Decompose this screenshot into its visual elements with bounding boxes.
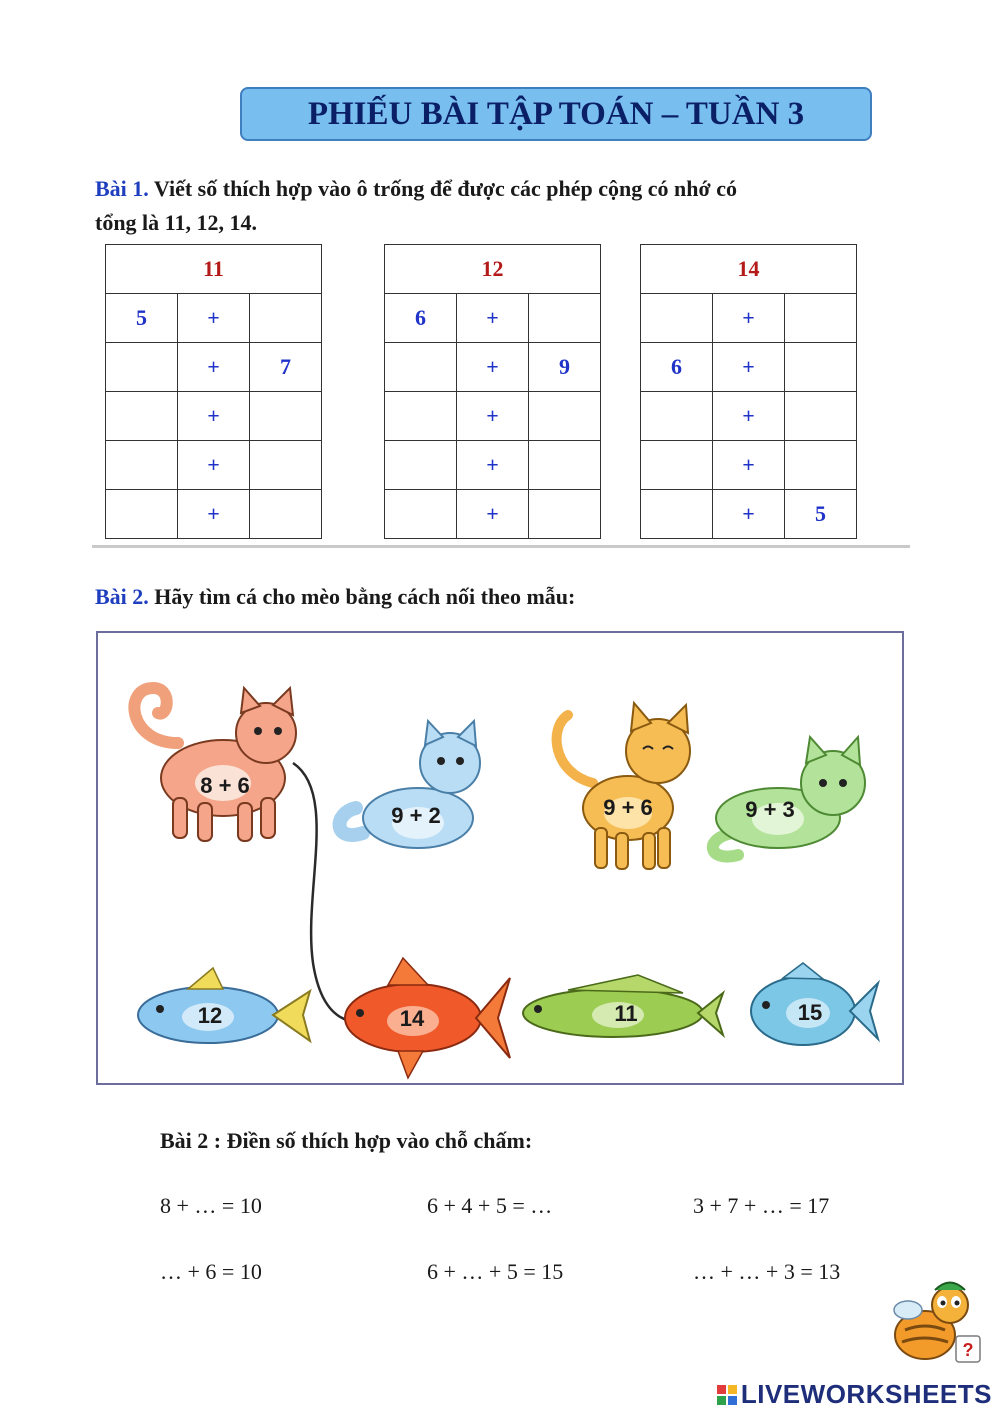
fish-label-4: 15 [797,1000,823,1025]
liveworksheets-logo [717,1379,992,1410]
svg-text:?: ? [962,1340,974,1360]
plus-sign: + [457,392,529,441]
addend-cell[interactable]: 7 [250,343,322,392]
plus-sign: + [713,343,785,392]
table-header: 11 [106,245,322,294]
cat-label-3: 9 + 6 [603,795,653,820]
addition-table-11 [105,244,322,539]
addend-cell[interactable] [641,392,713,441]
cat-fish-matching-picture [96,631,904,1085]
addend-cell[interactable] [785,392,857,441]
equation[interactable]: 3 + 7 + … = 17 [693,1193,830,1218]
task1-text-line2: tổng là 11, 12, 14. [95,210,257,235]
task1-label: Bài 1. [95,176,149,201]
section-divider [92,545,910,548]
equation[interactable]: 6 + … + 5 = 15 [427,1259,564,1284]
addend-cell[interactable] [385,490,457,539]
fish-icon-1[interactable] [138,968,310,1043]
addend-cell[interactable]: 5 [106,294,178,343]
addend-cell[interactable] [529,441,601,490]
sample-connection-line [293,763,350,1021]
addend-cell[interactable] [641,441,713,490]
addend-cell[interactable] [385,441,457,490]
plus-sign: + [457,343,529,392]
addend-cell[interactable] [785,294,857,343]
plus-sign: + [457,441,529,490]
addend-cell[interactable] [106,392,178,441]
addition-table-14 [640,244,857,539]
addend-cell[interactable]: 6 [385,294,457,343]
worksheet-title: PHIẾU BÀI TẬP TOÁN – TUẦN 3 [240,87,872,141]
task1-text-line1: Viết số thích hợp vào ô trống để được các phép cộng có nhớ có [153,176,737,201]
equation[interactable]: 8 + … = 10 [160,1193,262,1218]
addend-cell[interactable]: 6 [641,343,713,392]
cat-icon-1[interactable] [134,688,296,841]
plus-sign: + [457,294,529,343]
table-header: 14 [641,245,857,294]
addend-cell[interactable] [106,343,178,392]
fish-label-2: 14 [399,1006,425,1031]
cat-icon-2[interactable] [340,721,480,848]
addend-cell[interactable] [106,490,178,539]
addend-cell[interactable] [529,490,601,539]
addend-cell[interactable] [529,392,601,441]
task2-text: Hãy tìm cá cho mèo bằng cách nối theo mẫu: [154,584,576,609]
plus-sign: + [713,490,785,539]
plus-sign: + [457,490,529,539]
fish-label-1: 12 [197,1003,223,1028]
task3-heading: Bài 2 : Điền số thích hợp vào chỗ chấm: [160,1128,533,1153]
addend-cell[interactable] [785,343,857,392]
cat-label-4: 9 + 3 [745,797,795,822]
plus-sign: + [178,294,250,343]
plus-sign: + [713,392,785,441]
matching-illustration [98,633,902,1083]
plus-sign: + [178,490,250,539]
addend-cell[interactable] [385,343,457,392]
equation[interactable]: 6 + 4 + 5 = … [427,1193,553,1218]
plus-sign: + [713,294,785,343]
fish-icon-2[interactable] [345,958,510,1078]
table-header: 12 [385,245,601,294]
plus-sign: + [178,343,250,392]
plus-sign: + [713,441,785,490]
equation[interactable]: … + … + 3 = 13 [693,1259,841,1284]
fish-label-3: 11 [614,1001,638,1026]
addend-cell[interactable] [385,392,457,441]
logo-icon [717,1385,737,1405]
addend-cell[interactable] [106,441,178,490]
cat-label-1: 8 + 6 [200,773,250,798]
task2-label: Bài 2. [95,584,149,609]
addend-cell[interactable] [641,490,713,539]
task2-line [95,584,575,610]
equation[interactable]: … + 6 = 10 [160,1259,262,1284]
addend-cell[interactable] [250,294,322,343]
addend-cell[interactable] [785,441,857,490]
task1-line1 [95,176,737,202]
addend-cell[interactable]: 5 [785,490,857,539]
addend-cell[interactable] [250,441,322,490]
addend-cell[interactable]: 9 [529,343,601,392]
brand-text: LIVEWORKSHEETS [740,1379,992,1409]
bee-mascot-icon [880,1270,990,1370]
plus-sign: + [178,441,250,490]
cat-icon-3[interactable] [557,703,690,869]
cat-label-2: 9 + 2 [391,803,441,828]
addend-cell[interactable] [529,294,601,343]
addend-cell[interactable] [250,392,322,441]
addend-cell[interactable] [641,294,713,343]
addition-table-12 [384,244,601,539]
plus-sign: + [178,392,250,441]
addend-cell[interactable] [250,490,322,539]
